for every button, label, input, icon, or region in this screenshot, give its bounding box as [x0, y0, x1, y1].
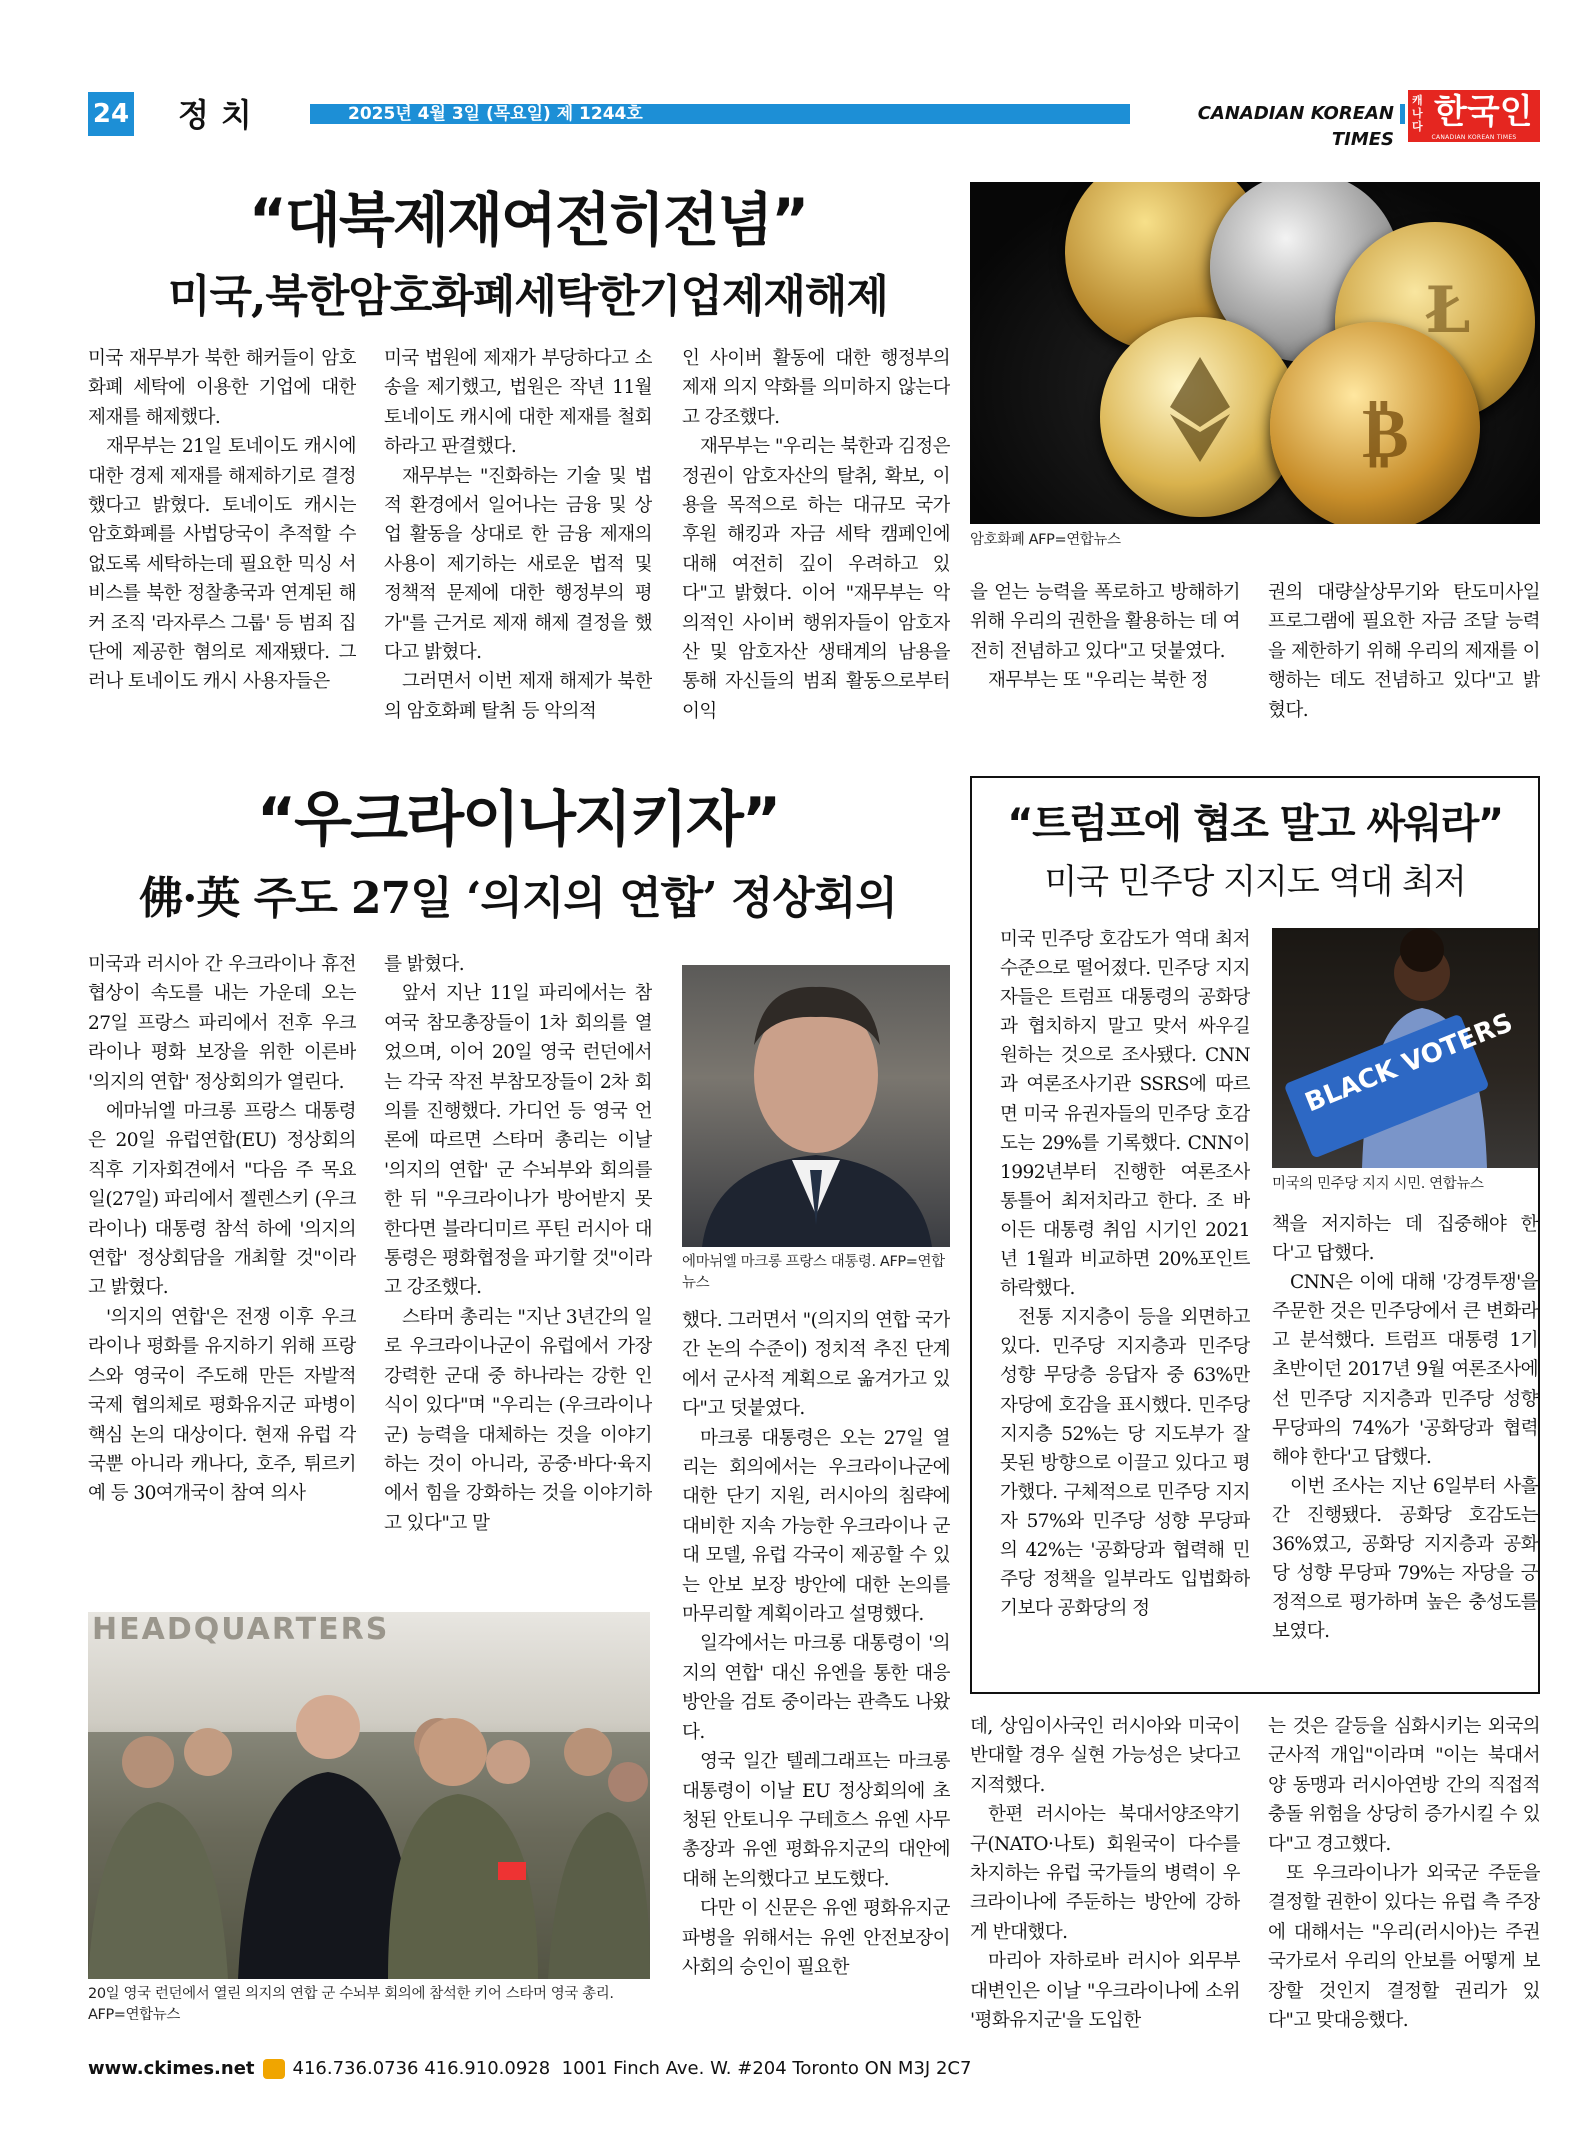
paragraph: 미국 법원에 제재가 부당하다고 소송을 제기했고, 법원은 작년 11월 토네이도 캐시에 대한 제재를 철회하라고 판결했다.	[384, 348, 652, 458]
paragraph: 스타머 총리는 "지난 3년간의 일로 우크라이나군이 유럽에서 가장 강력한 군대 중 하나라는 강한 인식이 있다"며 "우리는 (우크라이나군) 능력을 대체하는 것을 이야기하는 것이 아니라, 공중·바다·육지에서 힘을 강화하는 것을 이야기하고 있다"고 말	[384, 1306, 652, 1534]
paragraph: 다만 이 신문은 유엔 평화유지군 파병을 위해서는 유엔 안전보장이사회의 승인이 필요한	[682, 1898, 950, 1978]
page-number: 24	[88, 92, 134, 136]
svg-text:₿: ₿	[1362, 392, 1409, 474]
paragraph: 재무부는 "우리는 북한과 김정은 정권이 암호자산의 탈취, 확보, 이용을 목적으로 하는 대규모 국가 후원 해킹과 자금 세탁 캠페인에 대해 여전히 깊이 우려하고 있다"고 밝혔다. 이어 "재무부는 악의적인 사이버 행위자들이 암호자산 및 암호자산 생태계의 남용을 통해 자신들의 범죄 활동으로부터 이익	[682, 436, 950, 720]
paragraph: 미국 민주당 호감도가 역대 최저 수준으로 떨어졌다. 민주당 지지자들은 트럼프 대통령의 공화당과 협치하지 말고 맞서 싸우길 원하는 것으로 조사됐다. CNN과 여론조사기관 SSRS에 따르면 미국 유권자들의 민주당 호감도는 29%를 기록했다. CNN이 1992년부터 진행한 여론조사 통틀어 최저치라고 한다. 조 바이든 대통령 취임 시기인 2021년 1월과 비교하면 20%포인트 하락했다.	[1000, 929, 1250, 1300]
paragraph: 마크롱 대통령은 오는 27일 열리는 회의에서는 우크라이나군에 대한 단기 지원, 러시아의 침략에 대비한 지속 가능한 우크라이나 군대 모델, 유럽 각국이 제공할 수 있는 안보 보장 방안에 대한 논의를 마무리할 계획이라고 설명했다.	[682, 1427, 950, 1626]
voter-photo-caption: 미국의 민주당 지지 시민. 연합뉴스	[1272, 1176, 1484, 1192]
article2-col5	[1268, 1712, 1540, 2030]
crypto-coins-photo	[970, 182, 1540, 524]
paragraph: 데, 상임이사국인 러시아와 미국이 반대할 경우 실현 가능성은 낮다고 지적했다.	[970, 1716, 1240, 1796]
issue-date: 2025년 4월 3일 (목요일) 제 1244호	[348, 104, 643, 124]
article1-col2	[384, 344, 652, 720]
article2-subheadline: 佛·英 주도 27일 ‘의지의 연합’ 정상회의	[139, 873, 897, 924]
starmer-meeting-photo	[88, 1612, 650, 1979]
paragraph: 그러면서 이번 제재 해제가 북한의 암호화폐 탈취 등 악의적	[384, 671, 652, 720]
paragraph: 일각에서는 마크롱 대통령이 '의지의 연합' 대신 유엔을 통한 대응 방안을 검토 중이라는 관측도 나왔다.	[682, 1633, 950, 1743]
article1-col1	[88, 344, 356, 720]
crypto-photo-caption: 암호화폐 AFP=연합뉴스	[970, 532, 1121, 548]
svg-text:Ł: Ł	[1425, 273, 1471, 348]
article3-subheadline: 미국 민주당 지지도 역대 최저	[1044, 862, 1466, 902]
article1-subheadline: 미국,북한암호화폐세탁한기업제재해제	[168, 271, 888, 322]
paragraph: 마리아 자하로바 러시아 외무부 대변인은 이날 "우크라이나에 소위 '평화유지군'을 도입한	[970, 1951, 1240, 2030]
headquarters-sign: HEADQUARTERS	[92, 1612, 390, 1647]
article2-col4	[970, 1712, 1240, 2030]
paragraph: 에마뉘엘 마크롱 프랑스 대통령은 20일 유럽연합(EU) 정상회의 직후 기자회견에서 "다음 주 목요일(27일) 파리에서 젤렌스키 (우크라이나) 대통령 참석 하에 '의지의 연합' 정상회담을 개최할 것"이라고 밝혔다.	[88, 1101, 356, 1299]
sign-text: BLACK VOTERS	[1301, 1007, 1518, 1119]
paragraph: 재무부는 "진화하는 기술 및 법적 환경에서 일어나는 금융 및 상업 활동을 상대로 한 금융 제재의 사용이 제기하는 새로운 법적 및 정책적 문제에 대한 행정부의 평가"를 근거로 제재 해제 결정을 했다고 밝혔다.	[384, 465, 652, 664]
article2-col1	[88, 950, 356, 1600]
logo-sub-text: CANADIAN KOREAN TIMES	[1431, 134, 1517, 141]
article2-col3	[682, 1306, 950, 2030]
logo-main-text: 한국인	[1434, 92, 1533, 132]
paragraph: 재무부는 21일 토네이도 캐시에 대한 경제 제재를 해제하기로 결정했다고 밝혔다. 토네이도 캐시는 암호화폐를 사법당국이 추적할 수 없도록 세탁하는데 필요한 믹싱 서비스를 북한 정찰총국과 연계된 해커 조직 '라자루스 그룹' 등 범죄 집단에 제공한 혐의로 제재됐다. 그러나 토네이도 캐시 사용자들은	[88, 436, 356, 693]
article1-headline: “대북제재여전히전념”	[248, 186, 808, 254]
footer-website[interactable]: www.ckimes.net	[88, 2058, 255, 2079]
macron-photo-caption: 에마뉘엘 마크롱 프랑스 대통령. AFP=연합뉴스	[682, 1254, 945, 1291]
paragraph: CNN은 이에 대해 '강경투쟁'을 주문한 것은 민주당에서 큰 변화라고 분석했다. 트럼프 대통령 1기 초반이던 2017년 9월 여론조사에선 민주당 지지층과 민주당 성향 무당파의 74%가 '공화당과 협력해야 한다'고 답했다.	[1272, 1272, 1538, 1468]
paragraph: 한편 러시아는 북대서양조약기구(NATO·나토) 회원국이 다수를 차지하는 유럽 국가들의 병력이 우크라이나에 주둔하는 방안에 강하게 반대했다.	[970, 1804, 1240, 1943]
paragraph: 이번 조사는 지난 6일부터 사흘간 진행됐다. 공화당 호감도는 36%였고, 공화당 지지층과 공화당 성향 무당파 79%는 자당을 긍정적으로 평가하며 높은 충성도를 보였다.	[1272, 1475, 1538, 1643]
democrat-supporter-photo	[1272, 928, 1538, 1168]
paragraph: 인 사이버 활동에 대한 행정부의 제재 의지 약화를 의미하지 않는다고 강조했다.	[682, 348, 950, 428]
paragraph: 전통 지지층이 등을 외면하고 있다. 민주당 지지층과 민주당 성향 무당층 응답자 중 63%만 자당에 호감을 표시했다. 민주당 지지층 52%는 당 지도부가 잘못된 방향으로 이끌고 있다고 평가했다. 구체적으로 민주당 지지자 57%와 민주당 성향 무당파의 42%는 '공화당과 협력해 민주당 정책을 일부라도 입법화하기보다 공화당의 정	[1000, 1307, 1250, 1620]
article3-col1	[1000, 925, 1250, 1677]
article3-headline: “트럼프에 협조 말고 싸워라”	[1007, 801, 1503, 847]
paragraph: 앞서 지난 11일 파리에서는 참여국 참모총장들이 1차 회의를 열었으며, 이어 20일 영국 런던에서는 각국 작전 부참모장들이 2차 회의를 진행했다. 가디언 등 영국 언론에 따르면 스타머 총리는 이날 '의지의 연합' 군 수뇌부와 회의를 한 뒤 "우크라이나가 방어받지 못한다면 블라디미르 푸틴 러시아 대통령은 평화협정을 파기할 것"이라고 강조했다.	[384, 983, 652, 1299]
newspaper-logo	[1408, 90, 1540, 142]
footer-phone: 416.736.0736 416.910.0928	[292, 2058, 551, 2079]
paragraph: 재무부는 또 "우리는 북한 정	[988, 670, 1209, 692]
article3-col2	[1272, 1210, 1538, 1677]
paragraph: 는 것은 갈등을 심화시키는 외국의 군사적 개입"이라며 "이는 북대서양 동맹과 러시아연방 간의 직접적 충돌 위험을 상당히 증가시킬 수 있다"고 경고했다.	[1268, 1716, 1540, 1855]
article2-headline: “우크라이나지키자”	[256, 785, 780, 855]
starmer-photo-caption: 20일 영국 런던에서 열린 의지의 연합 군 수뇌부 회의에 참석한 키어 스타머 영국 총리. AFP=연합뉴스	[88, 1986, 614, 2023]
paragraph: 을 얻는 능력을 폭로하고 방해하기 위해 우리의 권한을 활용하는 데 여전히 전념하고 있다"고 덧붙였다.	[970, 582, 1240, 662]
paragraph: 를 밝혔다.	[384, 954, 465, 975]
article1-col4	[970, 578, 1240, 720]
article2-col2	[384, 950, 652, 1600]
footer-address: 1001 Finch Ave. W. #204 Toronto ON M3J 2C7	[561, 2058, 972, 2079]
paragraph: '의지의 연합'은 전쟁 이후 우크라이나 평화를 유지하기 위해 프랑스와 영국이 주도해 만든 자발적 국제 협의체로 평화유지군 파병이 핵심 논의 대상이다. 현재 유럽 각국뿐 아니라 캐나다, 호주, 튀르키예 등 30여개국이 참여 의사	[88, 1306, 356, 1505]
paragraph: 또 우크라이나가 외국군 주둔을 결정할 권한이 있다는 유럽 측 주장에 대해서는 "우리(러시아)는 주권국가로서 우리의 안보를 어떻게 보장할 것인지 결정할 권리가 있다"고 맞대응했다.	[1268, 1863, 1540, 2030]
article1-col5	[1268, 578, 1540, 720]
footer	[88, 2058, 971, 2079]
paragraph: 권의 대량살상무기와 탄도미사일 프로그램에 필요한 자금 조달 능력을 제한하기 위해 우리의 제재를 이행하는 데도 전념하고 있다"고 밝혔다.	[1268, 582, 1540, 720]
paragraph: 했다. 그러면서 "(의지의 연합 국가 간 논의 수준이) 정치적 추진 단계에서 군사적 계획으로 옮겨가고 있다"고 덧붙였다.	[682, 1310, 950, 1420]
logo-small-text: 캐나다	[1412, 94, 1423, 133]
macron-photo	[682, 965, 950, 1247]
paragraph: 미국과 러시아 간 우크라이나 휴전 협상이 속도를 내는 가운데 오는 27일 프랑스 파리에서 전후 우크라이나 평화 보장을 위한 이른바 '의지의 연합' 정상회의가 열린다.	[88, 954, 356, 1093]
paragraph: 책을 저지하는 데 집중해야 한다'고 답했다.	[1272, 1214, 1538, 1265]
paragraph: 영국 일간 텔레그래프는 마크롱 대통령이 이날 EU 정상회의에 초청된 안토니우 구테흐스 유엔 사무총장과 유엔 평화유지군의 대안에 대해 논의했다고 보도했다.	[682, 1751, 950, 1890]
paragraph: 미국 재무부가 북한 해커들이 암호화폐 세탁에 이용한 기업에 대한 제재를 해제했다.	[88, 348, 356, 428]
section-title: 정치	[178, 96, 264, 134]
phone-icon	[263, 2059, 285, 2079]
article1-col3	[682, 344, 950, 720]
brand-name: CANADIAN KOREAN TIMES	[1130, 101, 1400, 127]
